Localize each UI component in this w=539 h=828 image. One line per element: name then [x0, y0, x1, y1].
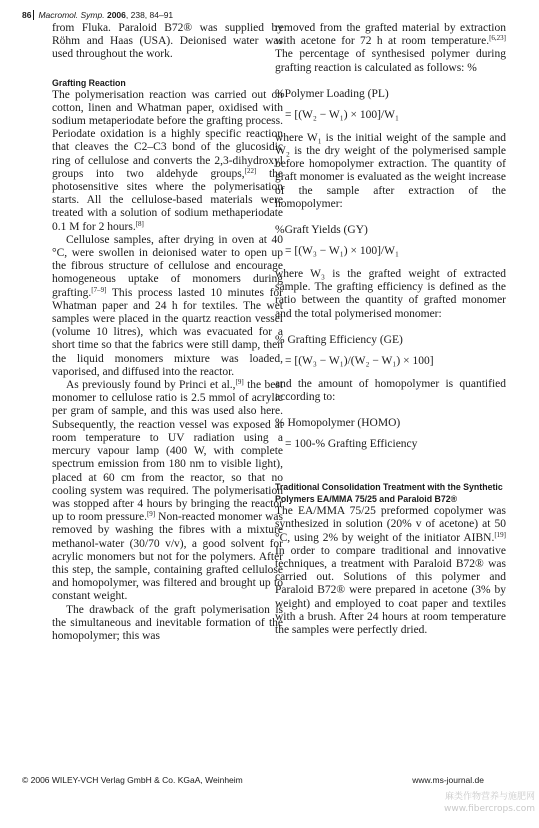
- text-span: the photosensitive sites where the polymerisation starts. All the cellulose-based materials were treated with a solution of sodium methaperiodate 0.1 M for 2 hours.: [52, 167, 283, 233]
- page-number: 86: [22, 10, 32, 20]
- text-span: Non-reacted monomer was removed by washing the fibres with a mixture methanol-water (30/70 v/v), a good solvent for acrylic monomers but not for the polymers. After this step, the sample, containing grafted cellulose and homopolymer, was filtered and brought up to constant weight.: [52, 511, 283, 603]
- left-column: [52, 22, 283, 643]
- equation-homopolymer: = 100-% Grafting Efficiency: [285, 438, 418, 451]
- journal-year: 2006: [106, 10, 126, 20]
- paragraph-princi: [52, 379, 283, 603]
- text-span: The percentage of synthesised polymer during grafting reaction is calculated as follows: %: [275, 48, 506, 74]
- equation-label-grafting-efficiency: % Grafting Efficiency (GE): [275, 333, 403, 346]
- equation-polymer-loading: = [(W₂ − W₁) × 100]/W₁: [285, 108, 399, 121]
- equation-grafting-efficiency: = [(W₃ − W₁)/(W₂ − W₁) × 100]: [285, 354, 434, 367]
- citation-19: [19]: [494, 530, 506, 539]
- right-column: [275, 22, 506, 637]
- citation-7-9: [7–9]: [91, 285, 107, 294]
- text-span: The polymerisation reaction was carried out on cotton, linen and Whatman paper, oxidised with sodium metaperiodate before the grafting process. Periodate oxidation is a highly specific reaction that cleaves the C2–C3 bond of the glucosidic ring of cellulose and converts the 2,3-dihydroxyl groups into two aldehyde groups,: [52, 88, 283, 180]
- watermark-url: www.fibercrops.com: [444, 804, 535, 814]
- heading-grafting-reaction: Grafting Reaction: [52, 77, 126, 88]
- header-divider: [33, 10, 34, 20]
- text-span: Cellulose samples, after drying in oven at 40 °C, were swollen in deionised water to open up the fibrous structure of cellulose and encourage homogeneous uptake of monomers during grafting.: [52, 233, 283, 299]
- journal-website: www.ms-journal.de: [412, 775, 484, 785]
- paragraph-extraction: [275, 22, 506, 75]
- paragraph-materials-end: from Fluka. Paraloid B72® was supplied by Röhm and Haas (USA). Deionised water was used throughout the work.: [52, 22, 283, 61]
- paragraph-homopolymer-quantified: and the amount of homopolymer is quantified according to:: [275, 377, 506, 404]
- citation-9: [9]: [235, 378, 244, 387]
- watermark-chinese-text: 麻类作物营养与施肥网: [444, 792, 535, 802]
- text-span: removed from the grafted material by extraction with acetone for 72 h at room temperature.: [275, 22, 506, 48]
- equation-label-polymer-loading: %Polymer Loading (PL): [275, 87, 389, 100]
- equation-label-homopolymer: % Homopolymer (HOMO): [275, 417, 401, 430]
- citation-8: [8]: [135, 219, 144, 228]
- citation-6-23: [6,23]: [489, 34, 506, 43]
- paragraph-cellulose-samples: [52, 234, 283, 379]
- equation-label-graft-yields: %Graft Yields (GY): [275, 224, 368, 237]
- text-span: In order to compare traditional and innovative techniques, a treatment with Paraloid B72® was carried out. Solutions of this polymer and Paraloid B72® were prepared in acetone (3% by weight) and employed to coat paper and textiles with a brush. After 24 hours at room temperature the samples were perfectly dried.: [275, 544, 506, 637]
- citation-22: [22]: [244, 166, 257, 175]
- equation-graft-yields: = [(W₃ − W₁) × 100]/W₁: [285, 245, 399, 258]
- watermark: [444, 791, 535, 815]
- paragraph-grafting-efficiency: where W₃ is the grafted weight of extracted sample. The grafting efficiency is defined as the ratio between the quantity of grafted monomer and the total polymerised monomer:: [275, 268, 506, 320]
- paragraph-weights: where W₁ is the initial weight of the sample and W₂ is the dry weight of the polymerised sample before homopolymer extraction. The quantity of graft monomer is evaluated as the weight increase of the sample after extraction of the homopolymer:: [275, 131, 506, 210]
- journal-name: Macromol. Symp.: [38, 10, 105, 20]
- paragraph-ea-mma: [275, 505, 506, 637]
- paragraph-grafting-intro: [52, 89, 283, 234]
- text-span: the best monomer to cellulose ratio is 2.5 mmol of acrylic per gram of sample, and this was used also here. Subsequently, the reaction vessel was exposed at room temperature to UV radiation using a mercury vapour lamp (400 W, with complete spectrum emission from 180 nm to visible light), placed at 60 cm from the reactor, so that no cooling system was required. The polymerisation was stopped after 4 hours by bringing the reactor up to room pressure.: [52, 379, 283, 524]
- text-span: As previously found by Princi et al.,: [66, 379, 236, 392]
- text-span: The EA/MMA 75/25 preformed copolymer was synthesized in solution (20% v of acetone) at 50 °C, using 2% by weight of the initiator AIBN.: [275, 505, 506, 544]
- copyright-notice: © 2006 WILEY-VCH Verlag GmbH & Co. KGaA, Weinheim: [22, 775, 243, 785]
- page-footer: [22, 775, 484, 789]
- journal-volume-pages: , 238, 84–91: [125, 10, 174, 20]
- text-span: This process lasted 10 minutes for Whatman paper and 24 h for textiles. The wet samples were placed in the quartz reaction vessel (volume 10 litres), which was evacuated for a short time so that the fabrics were still damp, then the liquid monomers mixture was loaded, vaporised, and diffused into the reactor.: [52, 286, 283, 378]
- paragraph-drawback: The drawback of the graft polymerisation is the simultaneous and inevitable formation of the homopolymer; this was: [52, 603, 283, 642]
- heading-traditional-consolidation: Traditional Consolidation Treatment with the Synthetic Polymers EA/MMA 75/25 and Paraloid B72®: [275, 482, 503, 505]
- citation-9: [9]: [146, 510, 156, 519]
